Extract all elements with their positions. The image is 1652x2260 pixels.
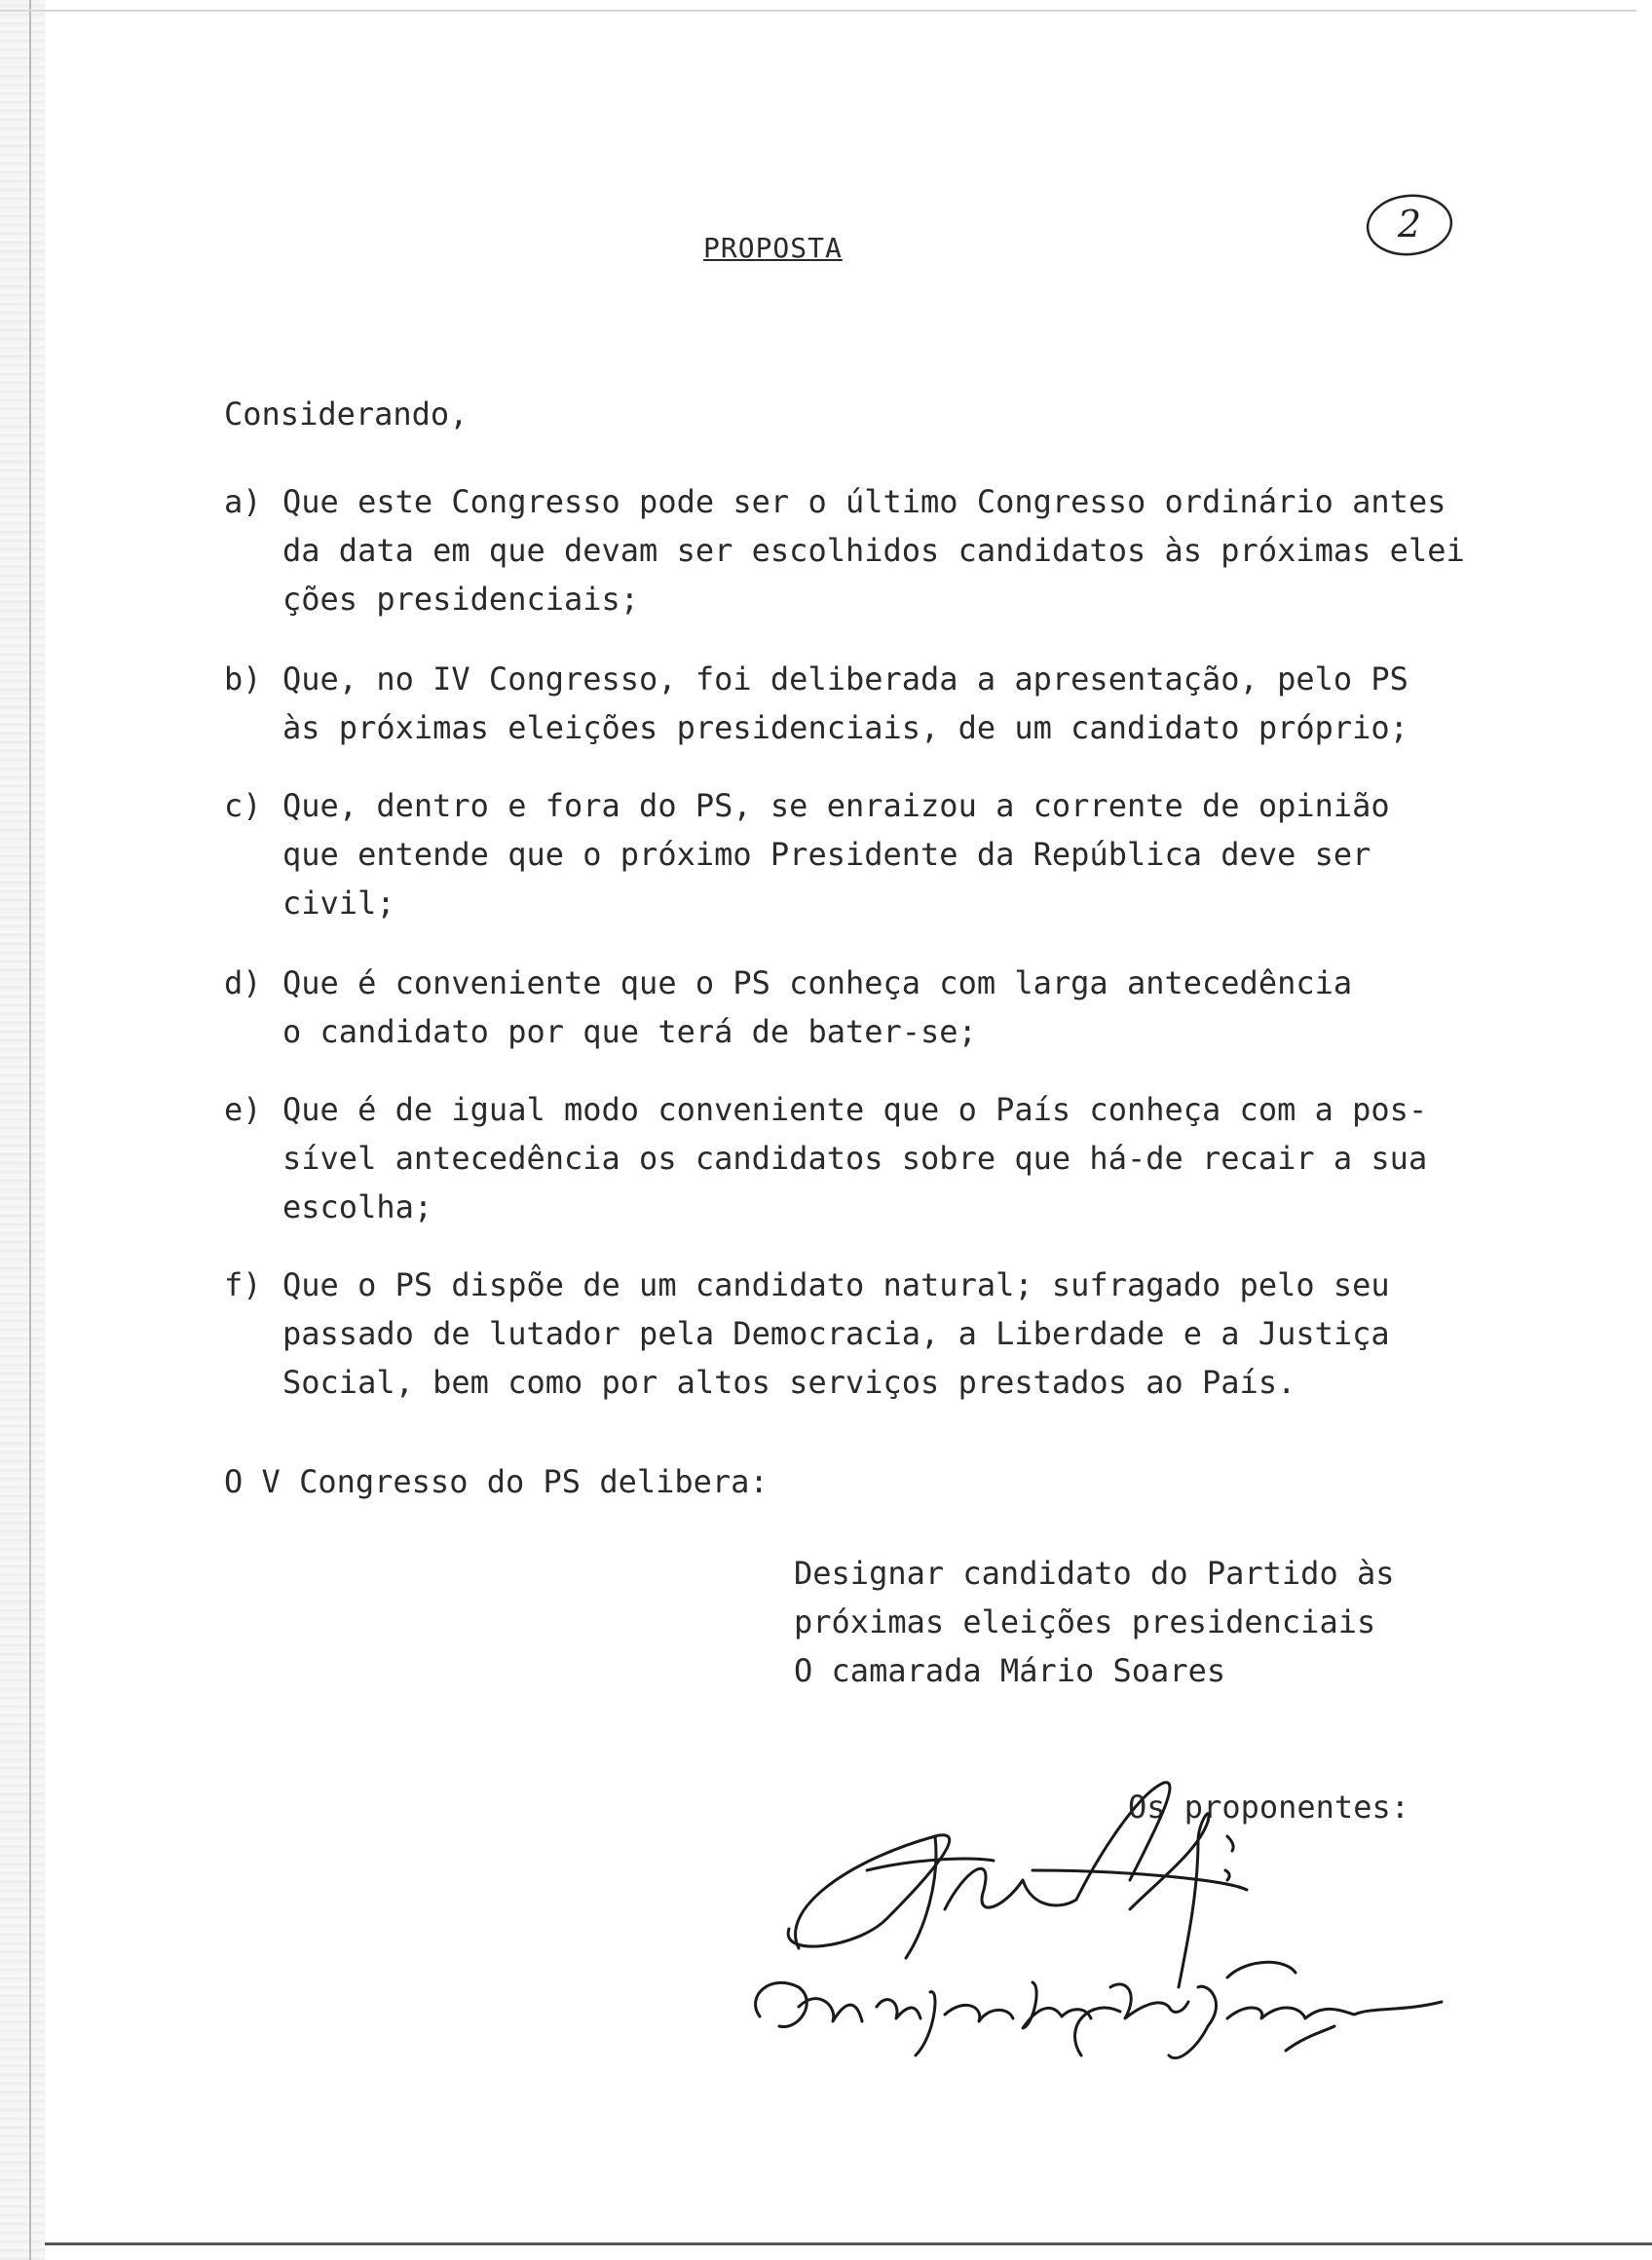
item-line: Que é de igual modo conveniente que o País conheça com a pos- bbox=[282, 1091, 1428, 1128]
scan-top-rule bbox=[0, 10, 1636, 12]
scan-left-rule bbox=[29, 0, 31, 2260]
item-line: sível antecedência os candidatos sobre que há-de recair a sua bbox=[282, 1140, 1428, 1177]
item-line: o candidato por que terá de bater-se; bbox=[282, 1013, 977, 1050]
item-line: Que, no IV Congresso, foi deliberada a apresentação, pelo PS bbox=[282, 660, 1408, 697]
item-letter: a) bbox=[224, 483, 262, 520]
resolution-line: O camarada Mário Soares bbox=[794, 1652, 1226, 1689]
item-line: ções presidenciais; bbox=[282, 581, 640, 618]
signoff-text: Os proponentes: bbox=[1128, 1789, 1409, 1826]
resolution-line: Designar candidato do Partido às bbox=[794, 1555, 1395, 1592]
intro-text: Considerando, bbox=[224, 396, 469, 433]
handwritten-signatures bbox=[740, 1763, 1520, 2075]
item-line: Que este Congresso pode ser o último Congresso ordinário antes bbox=[282, 483, 1446, 520]
scan-bottom-rule bbox=[45, 2242, 1652, 2245]
page-number-digit: 2 bbox=[1397, 203, 1422, 245]
resolution-line: próximas eleições presidenciais bbox=[794, 1603, 1376, 1640]
item-letter: c) bbox=[224, 787, 262, 824]
item-line: passado de lutador pela Democracia, a Liberdade e a Justiça bbox=[282, 1315, 1390, 1352]
item-line: que entende que o próximo Presidente da República deve ser bbox=[282, 836, 1371, 873]
document-title: PROPOSTA bbox=[703, 232, 843, 264]
item-letter: d) bbox=[224, 964, 262, 1001]
handwritten-page-number bbox=[1364, 190, 1456, 260]
resolution-intro: O V Congresso do PS delibera: bbox=[224, 1463, 769, 1500]
item-line: Que o PS dispõe de um candidato natural; sufragado pelo seu bbox=[282, 1266, 1390, 1303]
item-letter: f) bbox=[224, 1266, 262, 1303]
item-letter: e) bbox=[224, 1091, 262, 1128]
item-line: às próximas eleições presidenciais, de um candidato próprio; bbox=[282, 709, 1408, 746]
item-line: da data em que devam ser escolhidos candidatos às próximas elei bbox=[282, 532, 1465, 569]
item-line: Social, bem como por altos serviços prestados ao País. bbox=[282, 1364, 1296, 1401]
item-line: Que, dentro e fora do PS, se enraizou a corrente de opinião bbox=[282, 787, 1390, 824]
item-letter: b) bbox=[224, 660, 262, 697]
item-line: civil; bbox=[282, 885, 395, 922]
item-line: Que é conveniente que o PS conheça com larga antecedência bbox=[282, 964, 1353, 1001]
scan-edge-shadow bbox=[0, 0, 45, 2260]
item-line: escolha; bbox=[282, 1188, 433, 1225]
